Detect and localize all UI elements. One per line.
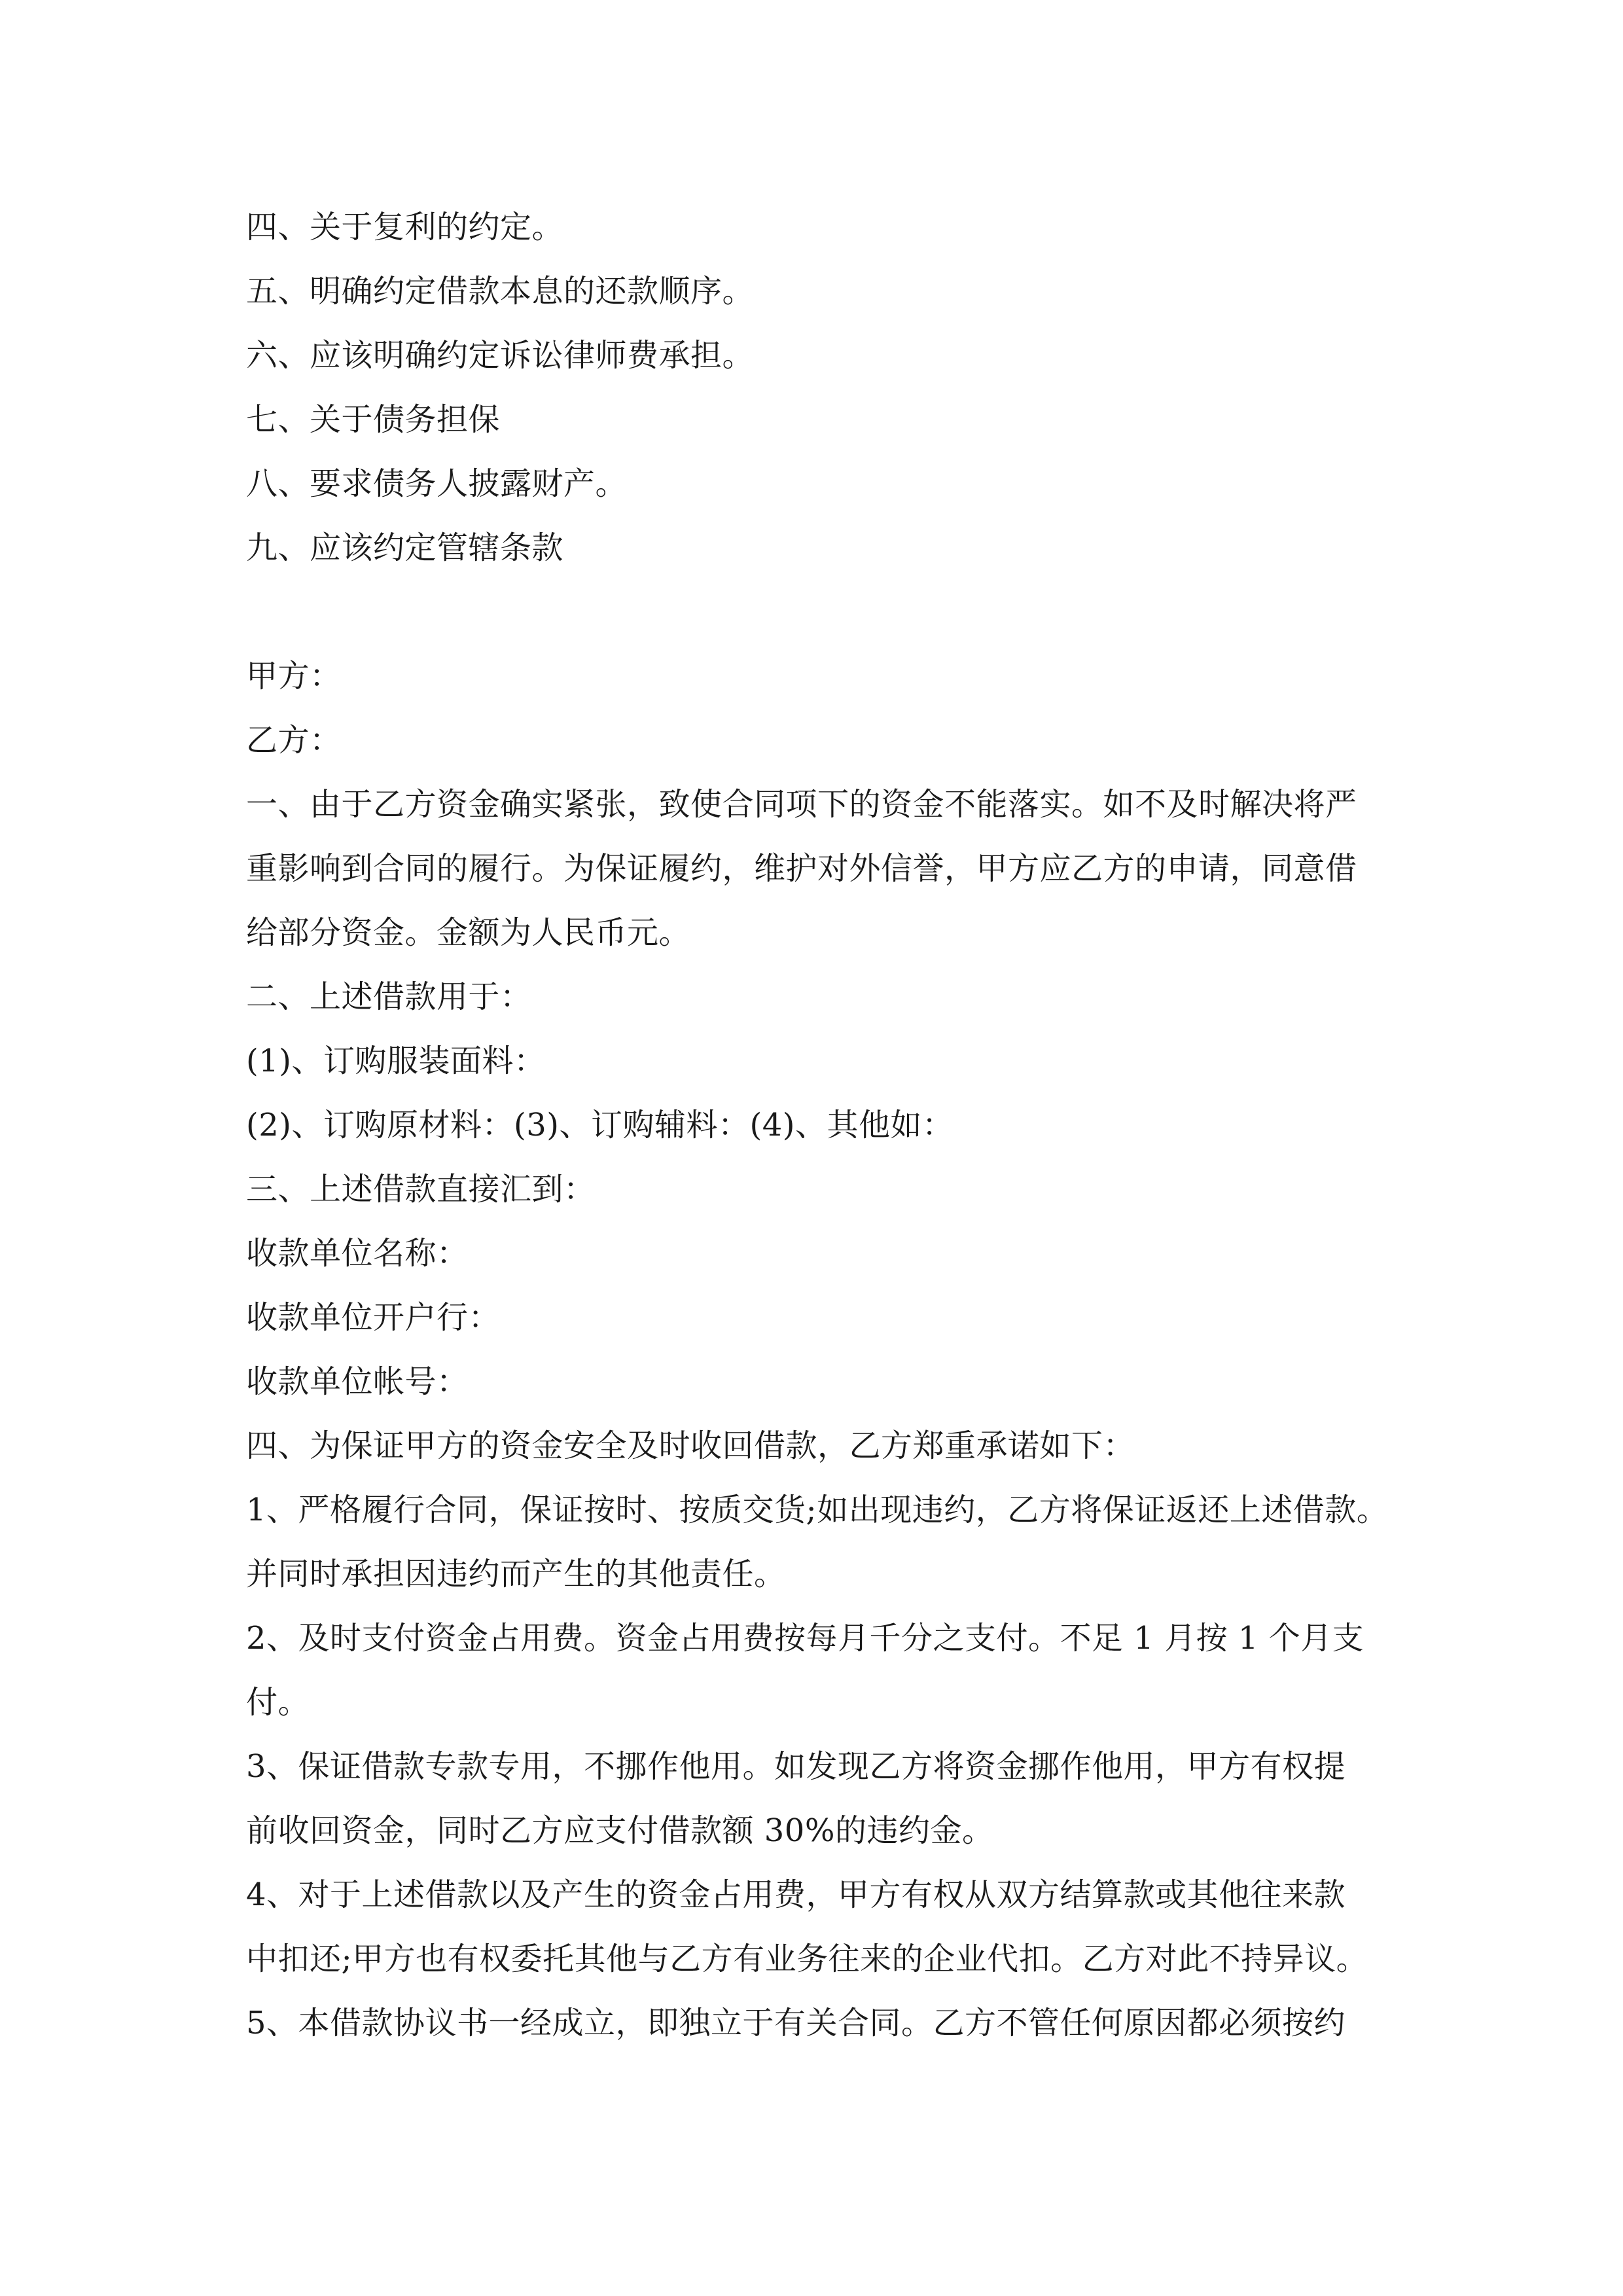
payee-bank-label: 收款单位开户行： — [246, 1299, 501, 1336]
toc-item-6: 六、应该明确约定诉讼律师费承担。 — [246, 337, 755, 374]
contract-line: 3、保证借款专款专用，不挪作他用。如发现乙方将资金挪作他用，甲方有权提 — [246, 1748, 1346, 1785]
contract-line: 并同时承担因违约而产生的其他责任。 — [246, 1556, 786, 1592]
party-a-label: 甲方： — [246, 658, 342, 694]
section-gap — [246, 580, 1385, 644]
toc-item-4: 四、关于复利的约定。 — [246, 209, 564, 245]
contract-line: 1、严格履行合同，保证按时、按质交货;如出现违约，乙方将保证返还上述借款。 — [246, 1492, 1389, 1528]
toc-item-9: 九、应该约定管辖条款 — [246, 529, 564, 566]
contract-line: 给部分资金。金额为人民币元。 — [246, 914, 691, 951]
contract-line: 2、及时支付资金占用费。资金占用费按每月千分之支付。不足 1 月按 1 个月支 — [246, 1620, 1364, 1657]
contract-line: 前收回资金，同时乙方应支付借款额 30%的违约金。 — [246, 1812, 994, 1849]
contract-line: (1)、订购服装面料： — [246, 1043, 546, 1079]
contract-line: 重影响到合同的履行。为保证履约，维护对外信誉，甲方应乙方的申请，同意借 — [246, 850, 1357, 887]
contract-line: 一、由于乙方资金确实紧张，致使合同项下的资金不能落实。如不及时解决将严 — [246, 786, 1357, 823]
contract-line: 三、上述借款直接汇到： — [246, 1171, 596, 1208]
contract-line: (2)、订购原材料：(3)、订购辅料：(4)、其他如： — [246, 1107, 954, 1143]
toc-item-5: 五、明确约定借款本息的还款顺序。 — [246, 273, 755, 310]
contract-line: 4、对于上述借款以及产生的资金占用费，甲方有权从双方结算款或其他往来款 — [246, 1876, 1346, 1913]
payee-account-label: 收款单位帐号： — [246, 1363, 469, 1400]
contract-line: 二、上述借款用于： — [246, 978, 532, 1015]
payee-name-label: 收款单位名称： — [246, 1235, 469, 1272]
toc-item-7: 七、关于债务担保 — [246, 401, 501, 438]
contract-line: 四、为保证甲方的资金安全及时收回借款，乙方郑重承诺如下： — [246, 1427, 1135, 1464]
toc-item-8: 八、要求债务人披露财产。 — [246, 465, 628, 502]
contract-line: 中扣还;甲方也有权委托其他与乙方有业务往来的企业代扣。乙方对此不持异议。 — [246, 1941, 1368, 1977]
party-b-label: 乙方： — [246, 722, 342, 759]
document-text-block — [246, 195, 1389, 2055]
contract-line: 5、本借款协议书一经成立，即独立于有关合同。乙方不管任何原因都必须按约 — [246, 2005, 1346, 2041]
contract-line: 付。 — [246, 1684, 310, 1721]
